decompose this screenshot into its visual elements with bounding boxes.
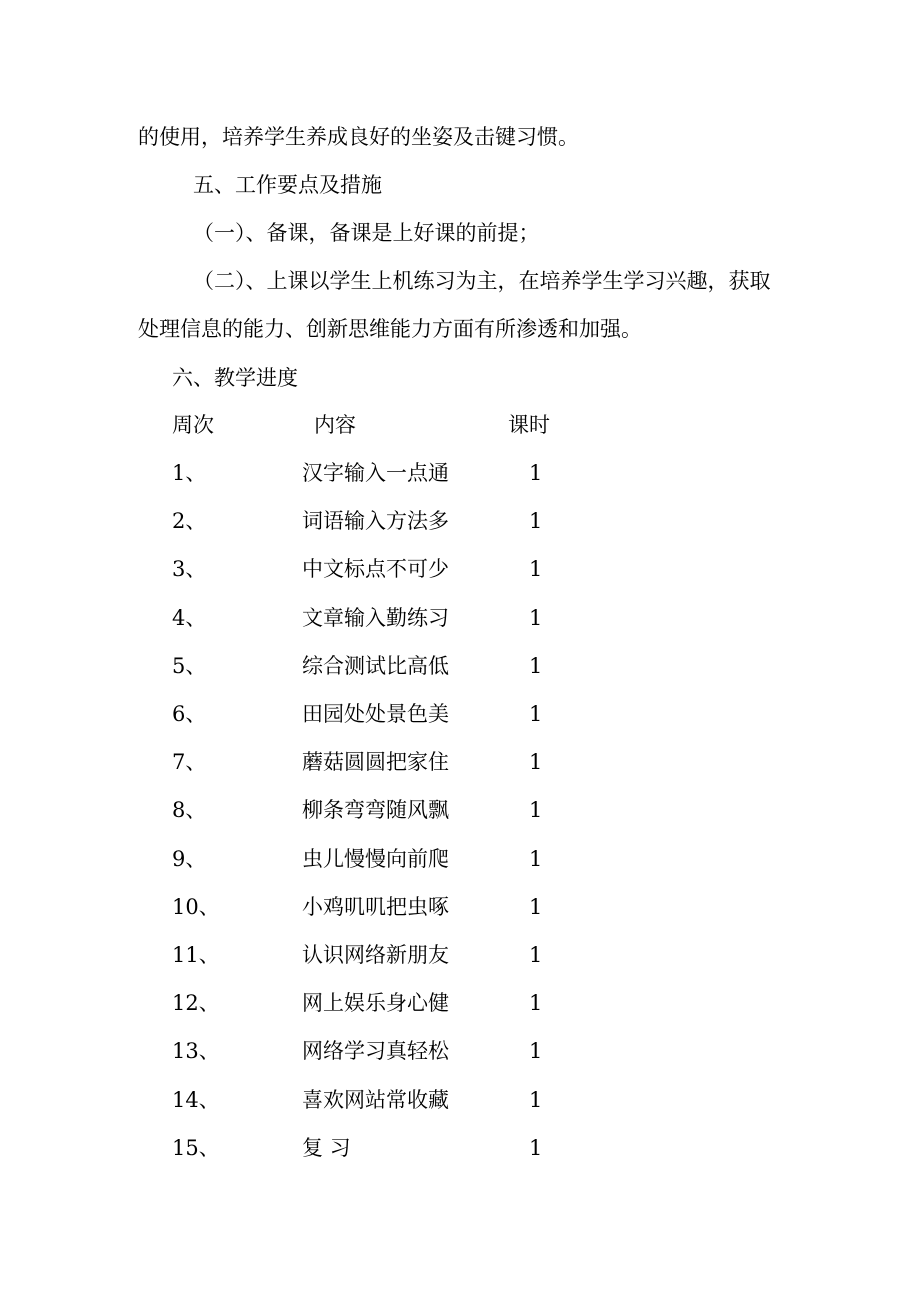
item-two-line-2: 处理信息的能力、创新思维能力方面有所渗透和加强。 (138, 317, 642, 341)
row-hours: 1 (529, 943, 543, 967)
row-week: 11、 (172, 943, 220, 967)
row-week: 1、 (172, 461, 207, 485)
row-week: 5、 (172, 654, 207, 678)
row-hours: 1 (529, 702, 543, 726)
row-content: 柳条弯弯随风飘 (302, 798, 449, 822)
row-hours: 1 (529, 991, 543, 1015)
row-hours: 1 (529, 509, 543, 533)
row-week: 13、 (172, 1039, 220, 1063)
row-content: 文章输入勤练习 (302, 606, 449, 630)
header-content: 内容 (314, 413, 356, 437)
row-hours: 1 (529, 1088, 543, 1112)
row-content: 网上娱乐身心健 (302, 991, 449, 1015)
row-content: 认识网络新朋友 (302, 943, 449, 967)
row-content: 综合测试比高低 (302, 654, 449, 678)
row-week: 7、 (172, 750, 207, 774)
row-week: 12、 (172, 991, 220, 1015)
row-week: 9、 (172, 847, 207, 871)
section-heading-six: 六、教学进度 (172, 366, 298, 390)
row-content: 中文标点不可少 (302, 557, 449, 581)
paragraph-continuation: 的使用，培养学生养成良好的坐姿及击键习惯。 (138, 125, 579, 149)
row-week: 14、 (172, 1088, 220, 1112)
header-hours: 课时 (508, 413, 550, 437)
row-hours: 1 (529, 798, 543, 822)
row-content: 喜欢网站常收藏 (302, 1088, 449, 1112)
row-hours: 1 (529, 1039, 543, 1063)
row-hours: 1 (529, 654, 543, 678)
row-content: 复 习 (302, 1136, 351, 1160)
item-two-line-1: （二）、上课以学生上机练习为主，在培养学生学习兴趣，获取 (193, 269, 771, 293)
row-hours: 1 (529, 847, 543, 871)
row-hours: 1 (529, 606, 543, 630)
row-week: 15、 (172, 1136, 220, 1160)
section-heading-five: 五、工作要点及措施 (193, 173, 382, 197)
row-week: 3、 (172, 557, 207, 581)
row-content: 网络学习真轻松 (302, 1039, 449, 1063)
row-content: 词语输入方法多 (302, 509, 449, 533)
row-hours: 1 (529, 750, 543, 774)
header-week: 周次 (172, 413, 214, 437)
row-hours: 1 (529, 895, 543, 919)
row-hours: 1 (529, 461, 543, 485)
row-week: 4、 (172, 606, 207, 630)
row-week: 2、 (172, 509, 207, 533)
row-week: 8、 (172, 798, 207, 822)
row-content: 小鸡叽叽把虫啄 (302, 895, 449, 919)
item-one: （一）、备课，备课是上好课的前提； (193, 221, 540, 245)
row-content: 田园处处景色美 (302, 702, 449, 726)
row-content: 虫儿慢慢向前爬 (302, 847, 449, 871)
row-week: 6、 (172, 702, 207, 726)
row-content: 汉字输入一点通 (302, 461, 449, 485)
row-week: 10、 (172, 895, 220, 919)
row-hours: 1 (529, 557, 543, 581)
row-content: 蘑菇圆圆把家住 (302, 750, 449, 774)
row-hours: 1 (529, 1136, 543, 1160)
